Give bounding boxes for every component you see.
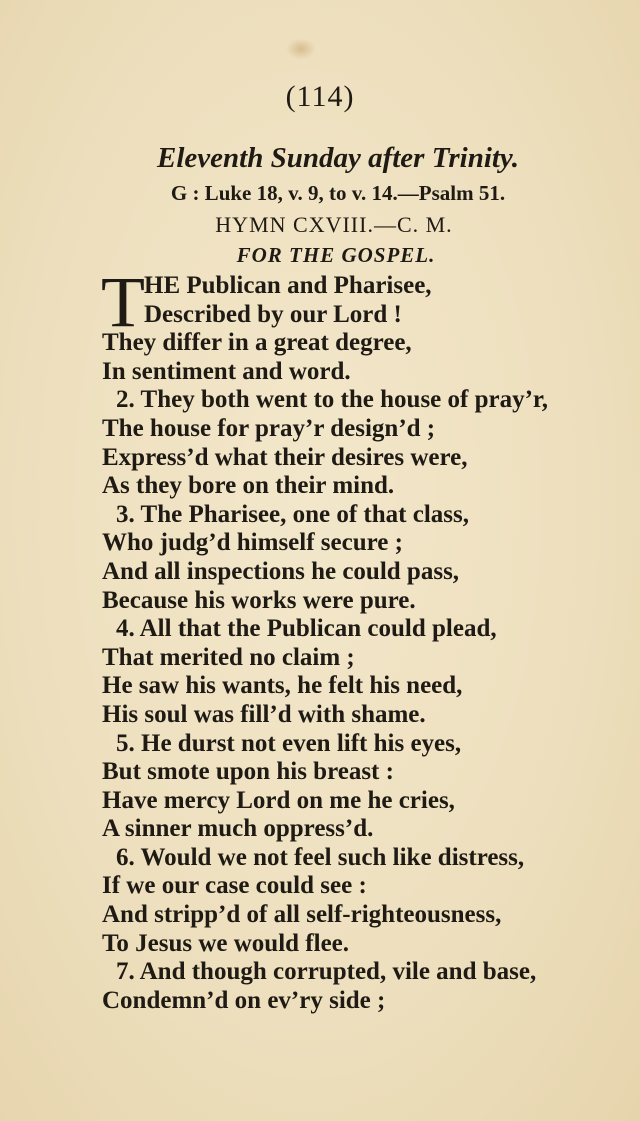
- sunday-title: Eleventh Sunday after Trinity.: [157, 142, 519, 174]
- drop-cap: T: [101, 262, 145, 342]
- verse-line: Because his works were pure.: [102, 586, 416, 614]
- verse-line: A sinner much oppress’d.: [102, 815, 374, 843]
- page-number: (114): [285, 80, 355, 113]
- verse-line: In sentiment and word.: [102, 357, 351, 385]
- verse-line: As they bore on their mind.: [102, 472, 395, 500]
- verse-line: 6. Would we not feel such like distress,: [116, 843, 525, 871]
- hymn-number: HYMN CXVIII.—C. M.: [215, 212, 453, 237]
- verse-line: 2. They both went to the house of pray’r,: [116, 386, 548, 414]
- hymn-subtitle: FOR THE GOSPEL.: [236, 243, 436, 267]
- verse-line: He saw his wants, he felt his need,: [102, 672, 463, 700]
- verse-line: The house for pray’r design’d ;: [102, 414, 436, 442]
- verse-line: And stripp’d of all self-righteousness,: [102, 901, 502, 929]
- verse-line: And all inspections he could pass,: [102, 557, 460, 585]
- gospel-reference: G : Luke 18, v. 9, to v. 14.—Psalm 51.: [170, 181, 506, 205]
- verse-line: Described by our Lord !: [144, 300, 402, 328]
- verse-line: Express’d what their desires were,: [102, 443, 468, 471]
- verse-line: His soul was fill’d with shame.: [102, 700, 426, 728]
- hymn-verses: [102, 272, 640, 1015]
- verse-line: HE Publican and Pharisee,: [144, 272, 432, 299]
- verse-line: 7. And though corrupted, vile and base,: [116, 958, 537, 986]
- verse-line: To Jesus we would flee.: [102, 929, 350, 957]
- paper-stain: [286, 38, 316, 60]
- verse-line: Have mercy Lord on me he cries,: [102, 786, 455, 814]
- verse-line: 3. The Pharisee, one of that class,: [116, 500, 469, 528]
- verse-line: That merited no claim ;: [102, 643, 355, 671]
- verse-line: They differ in a great degree,: [102, 329, 412, 357]
- verse-line: Who judg’d himself secure ;: [102, 529, 403, 557]
- verse-line: Condemn’d on ev’ry side ;: [102, 986, 386, 1014]
- verse-line: 5. He durst not even lift his eyes,: [116, 729, 462, 757]
- verse-line: If we our case could see :: [102, 872, 367, 900]
- verse-line: 4. All that the Publican could plead,: [116, 615, 497, 643]
- verse-line: But smote upon his breast :: [102, 758, 394, 786]
